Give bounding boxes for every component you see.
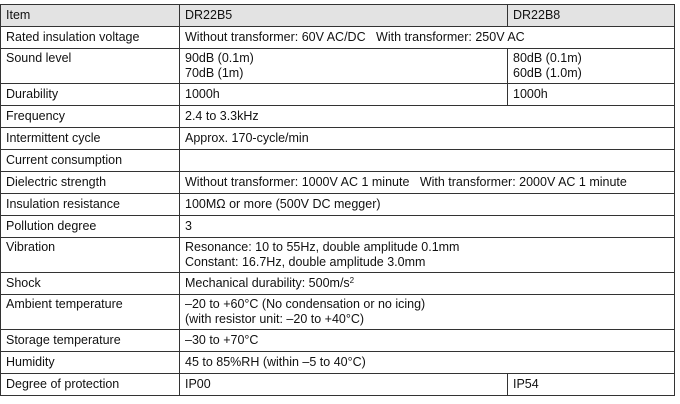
row-label: Vibration <box>1 238 180 273</box>
value-line: (with resistor unit: –20 to +40°C) <box>185 312 365 326</box>
table-row <box>1 374 675 396</box>
row-value-b: 1000h <box>508 84 675 106</box>
row-value <box>180 150 675 172</box>
table-row <box>1 273 675 295</box>
row-value: 100MΩ or more (500V DC megger) <box>180 194 675 216</box>
value-line: 80dB (0.1m) <box>513 51 582 65</box>
row-value: Without transformer: 60V AC/DC With transformer: 250V AC <box>180 27 675 49</box>
superscript: 2 <box>349 276 355 285</box>
row-value: Approx. 170-cycle/min <box>180 128 675 150</box>
row-value-b: IP54 <box>508 374 675 396</box>
row-value <box>180 238 675 273</box>
table-row <box>1 352 675 374</box>
row-value-b <box>508 49 675 84</box>
table-row <box>1 27 675 49</box>
header-item: Item <box>1 5 180 27</box>
value-line: 60dB (1.0m) <box>513 66 582 80</box>
table-row <box>1 216 675 238</box>
table-row <box>1 238 675 273</box>
row-value <box>180 295 675 330</box>
table-row <box>1 295 675 330</box>
table-row <box>1 330 675 352</box>
header-model-b: DR22B8 <box>508 5 675 27</box>
row-label: Durability <box>1 84 180 106</box>
row-value: 45 to 85%RH (within –5 to 40°C) <box>180 352 675 374</box>
row-label: Frequency <box>1 106 180 128</box>
value-line: 90dB (0.1m) <box>185 51 254 65</box>
row-label: Pollution degree <box>1 216 180 238</box>
header-row <box>1 5 675 27</box>
row-value-a: 1000h <box>180 84 508 106</box>
row-label: Intermittent cycle <box>1 128 180 150</box>
shock-value: Mechanical durability: 500m/s <box>185 276 350 290</box>
table-row <box>1 194 675 216</box>
header-model-a: DR22B5 <box>180 5 508 27</box>
table-row <box>1 172 675 194</box>
row-label: Degree of protection <box>1 374 180 396</box>
row-label: Dielectric strength <box>1 172 180 194</box>
value-line: Resonance: 10 to 55Hz, double amplitude 0.1mm <box>185 240 460 254</box>
value-line: Constant: 16.7Hz, double amplitude 3.0mm <box>185 255 426 269</box>
table-row <box>1 49 675 84</box>
row-label: Rated insulation voltage <box>1 27 180 49</box>
row-label: Insulation resistance <box>1 194 180 216</box>
value-line: –20 to +60°C (No condensation or no icing) <box>185 297 426 311</box>
row-label: Ambient temperature <box>1 295 180 330</box>
table-row <box>1 84 675 106</box>
row-value: Without transformer: 1000V AC 1 minute With transformer: 2000V AC 1 minute <box>180 172 675 194</box>
row-label: Storage temperature <box>1 330 180 352</box>
row-label: Shock <box>1 273 180 295</box>
table-row <box>1 128 675 150</box>
row-value: 3 <box>180 216 675 238</box>
row-value: –30 to +70°C <box>180 330 675 352</box>
row-value-a: IP00 <box>180 374 508 396</box>
value-line: 70dB (1m) <box>185 66 244 80</box>
row-value <box>180 273 675 295</box>
table-row <box>1 106 675 128</box>
specification-table <box>0 4 675 396</box>
row-value: 2.4 to 3.3kHz <box>180 106 675 128</box>
table-row <box>1 150 675 172</box>
row-label: Humidity <box>1 352 180 374</box>
row-label: Current consumption <box>1 150 180 172</box>
row-value-a <box>180 49 508 84</box>
row-label: Sound level <box>1 49 180 84</box>
